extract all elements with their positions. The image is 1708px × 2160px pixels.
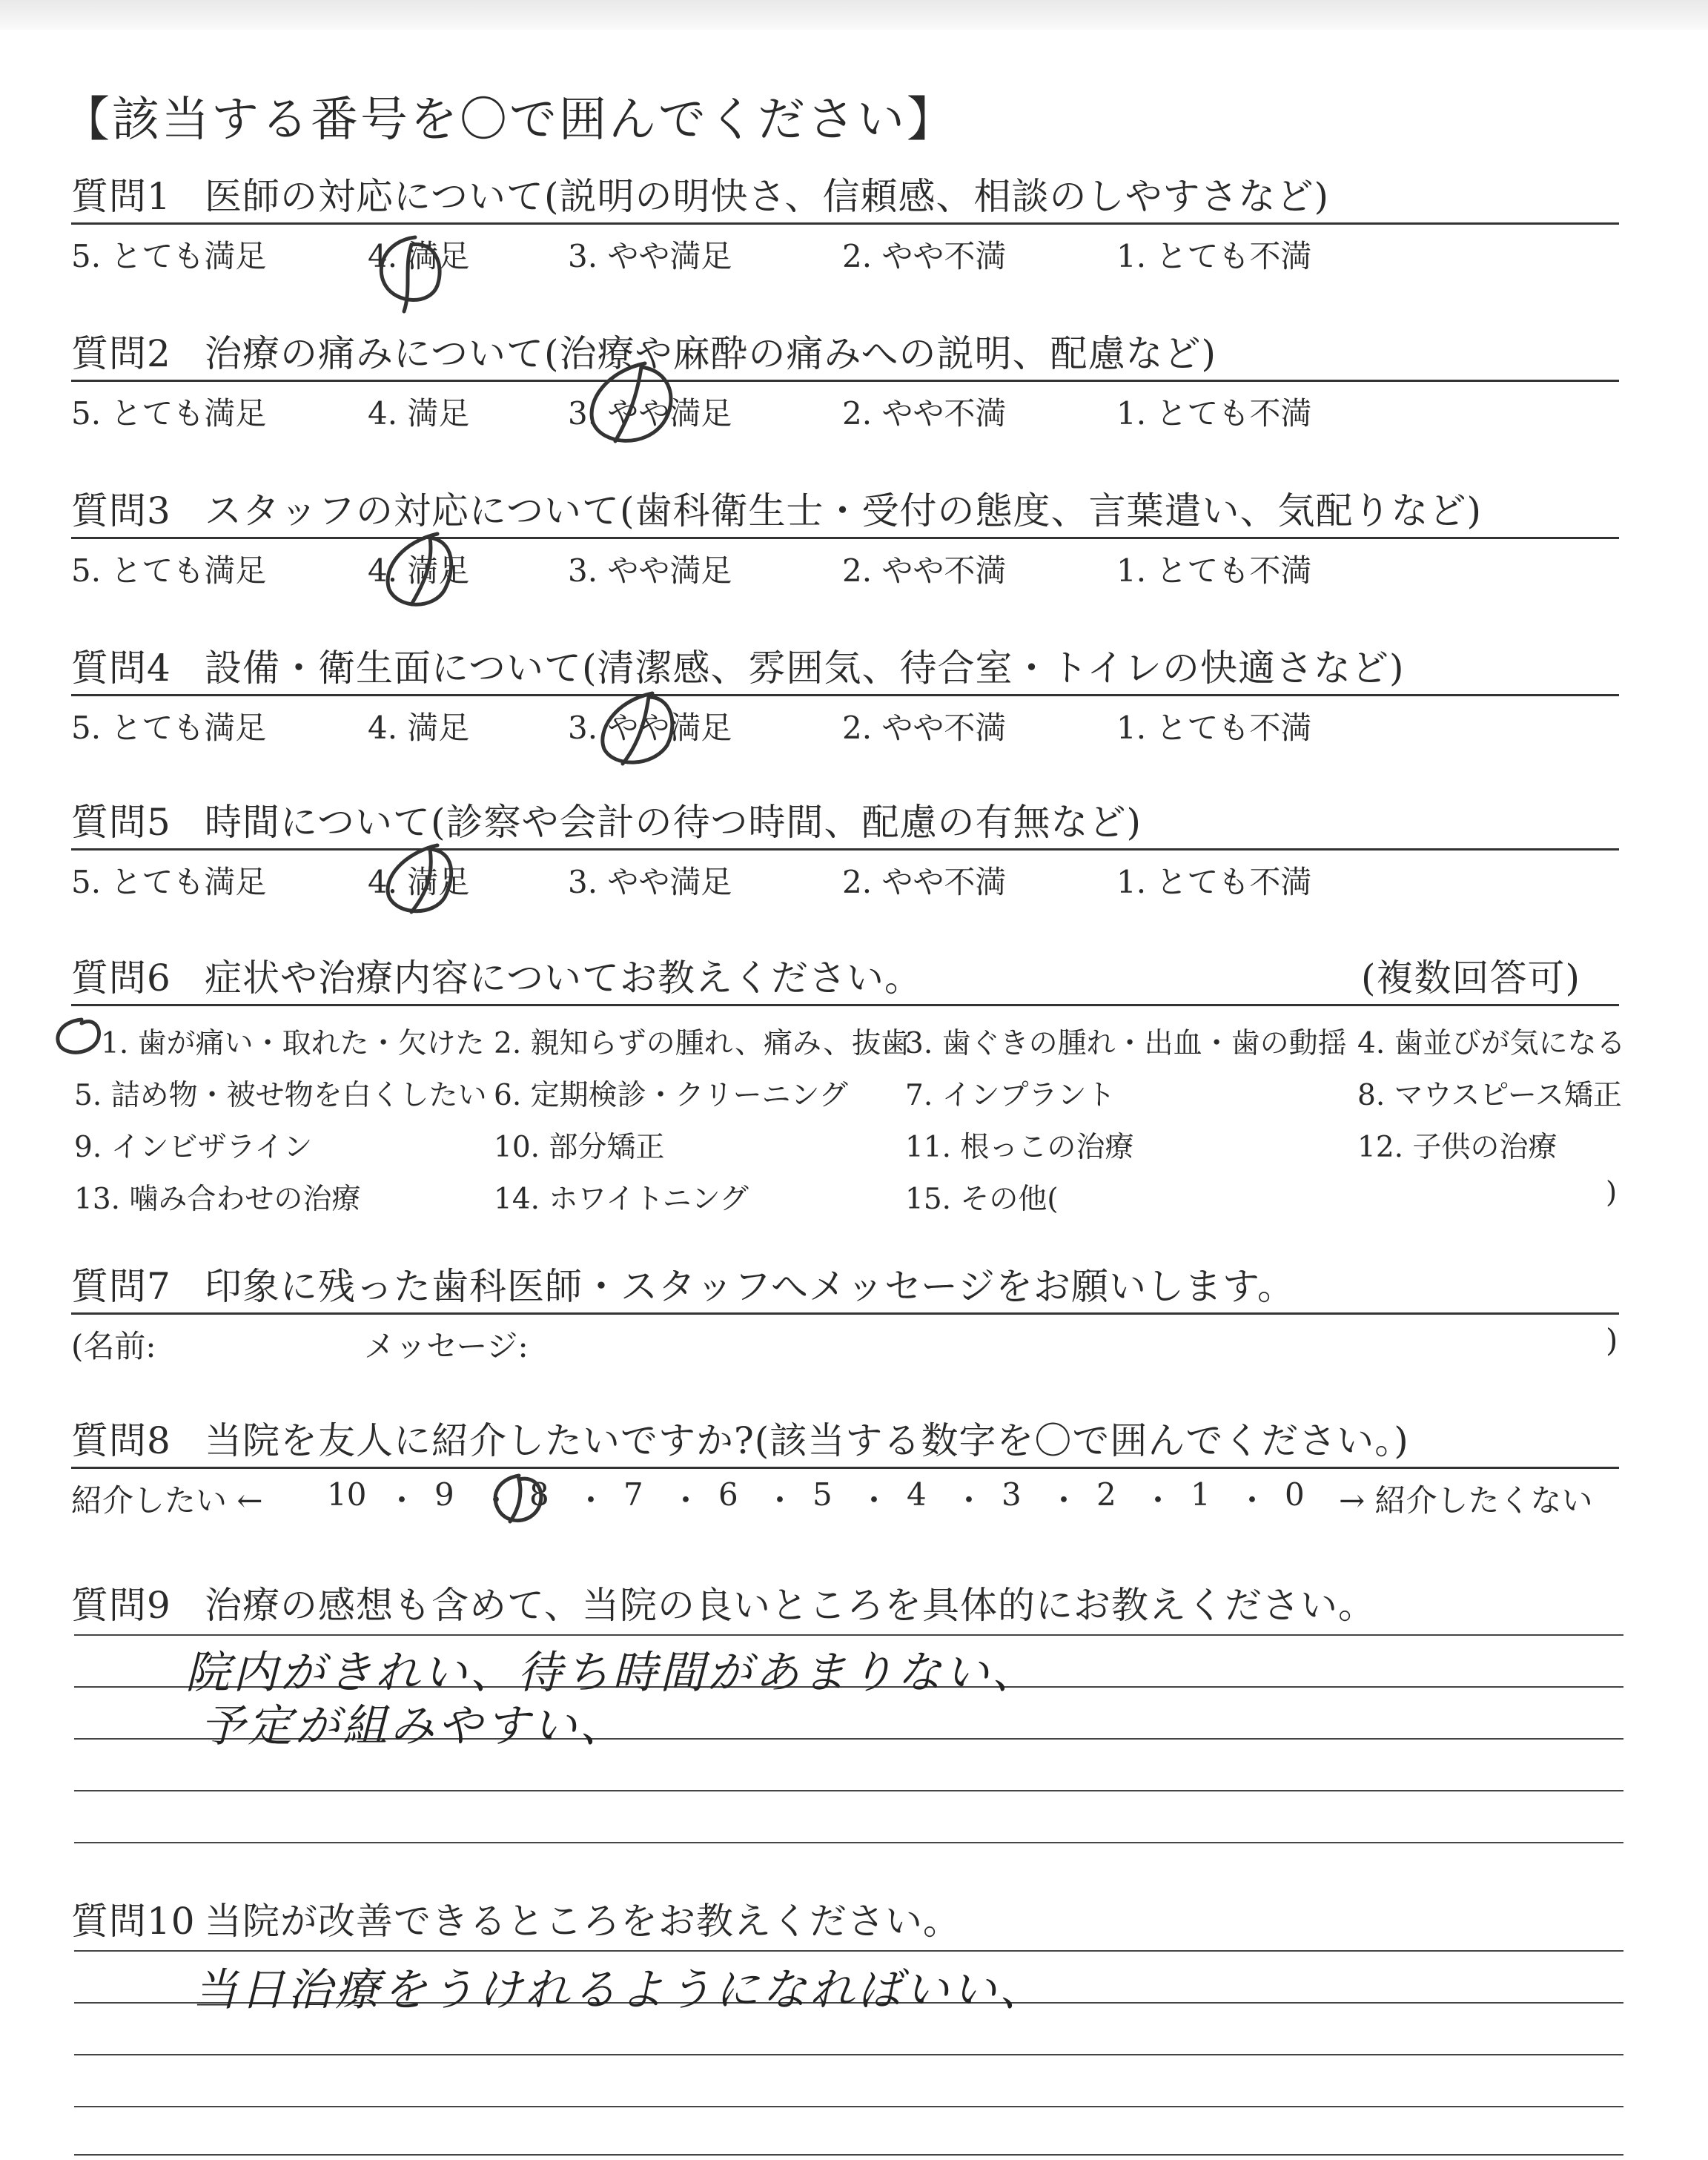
option-2[interactable]: 2. やや不満 [842,552,1007,589]
scale-3[interactable]: 3 [1002,1476,1022,1513]
question-7 [71,1261,1628,1364]
answer-line [74,1790,1623,1791]
scale-0[interactable]: 0 [1285,1476,1305,1513]
symptom-3[interactable]: 3. 歯ぐきの腫れ・出血・歯の動揺 [905,1027,1347,1060]
separator-dot: ・ [480,1482,512,1519]
option-2[interactable]: 2. やや不満 [842,238,1007,274]
question-number: 質問6 [71,957,171,1000]
scale-8[interactable]: 8 [529,1476,549,1513]
scale-10[interactable]: 10 [327,1476,367,1513]
scale-1[interactable]: 1 [1191,1476,1211,1513]
scale-7[interactable]: 7 [623,1476,643,1513]
option-3[interactable]: 3. やや満足 [568,552,732,589]
question-2 [71,328,1628,431]
symptom-11[interactable]: 11. 根っこの治療 [905,1131,1134,1164]
recommend-scale [71,1469,1628,1518]
scale-left-label: 紹介したい ← [71,1482,263,1519]
question-9 [71,1579,1628,1631]
question-text: 当院を友人に紹介したいですか?(該当する数字を〇で囲んでください。) [205,1419,1409,1462]
option-1[interactable]: 1. とても不満 [1116,238,1312,274]
separator-dot: ・ [670,1482,702,1519]
scale-6[interactable]: 6 [718,1476,738,1513]
message-fields [71,1315,1628,1364]
option-4[interactable]: 4. 満足 [368,864,470,900]
symptom-4[interactable]: 4. 歯並びが気になる [1357,1027,1626,1060]
symptom-options [71,1020,1628,1243]
question-number: 質問7 [71,1265,171,1308]
symptom-9[interactable]: 9. インビザライン [74,1131,313,1164]
question-4 [71,642,1628,745]
symptom-15[interactable]: 15. その他( [905,1183,1059,1216]
option-1[interactable]: 1. とても不満 [1116,864,1312,900]
option-4[interactable]: 4. 満足 [368,238,470,274]
question-8 [71,1415,1628,1518]
symptom-13[interactable]: 13. 噛み合わせの治療 [74,1183,361,1216]
answer-line [74,1950,1623,1952]
question-number: 質問4 [71,647,171,690]
symptom-12[interactable]: 12. 子供の治療 [1357,1131,1558,1164]
option-5[interactable]: 5. とても満足 [71,552,267,589]
message-label: メッセージ: [364,1328,529,1364]
answer-line [74,2154,1623,2156]
option-3[interactable]: 3. やや満足 [568,864,732,900]
rating-options [71,539,1628,588]
answer-line [74,2106,1623,2107]
question-text: 治療の痛みについて(治療や麻酔の痛みへの説明、配慮など) [205,332,1217,375]
question-text: 印象に残った歯科医師・スタッフへメッセージをお願いします。 [205,1265,1295,1308]
scale-4[interactable]: 4 [907,1476,927,1513]
separator-dot: ・ [1142,1482,1174,1519]
rating-options [71,851,1628,899]
question-6 [71,952,1628,1006]
scale-9[interactable]: 9 [434,1476,454,1513]
option-1[interactable]: 1. とても不満 [1116,395,1312,432]
divider [71,1004,1619,1006]
question-text: 症状や治療内容についてお教えください。 [205,957,922,1000]
question-number: 質問1 [71,175,171,218]
rating-options [71,696,1628,745]
symptom-8[interactable]: 8. マウスピース矯正 [1357,1079,1622,1112]
question-5 [71,796,1628,899]
option-2[interactable]: 2. やや不満 [842,395,1007,432]
separator-dot: ・ [953,1482,985,1519]
handwritten-answer-q10: 当日治療をうけれるようになればいい、 [193,1964,1047,2016]
multiple-answers-note: (複数回答可) [1361,957,1581,1000]
answer-line [74,1842,1623,1843]
question-1 [71,171,1628,274]
question-number: 質問9 [71,1584,171,1627]
handwritten-answer-line-1: 院内がきれい、待ち時間があまりない、 [185,1647,1039,1699]
handwritten-answer-line-2: 予定が組みやすい、 [200,1700,627,1752]
option-5[interactable]: 5. とても満足 [71,238,267,274]
question-number: 質問3 [71,489,171,532]
symptom-10[interactable]: 10. 部分矯正 [494,1131,665,1164]
separator-dot: ・ [575,1482,607,1519]
rating-options [71,225,1628,274]
separator-dot: ・ [386,1482,418,1519]
symptom-5[interactable]: 5. 詰め物・被せ物を白くしたい [74,1079,487,1112]
option-3[interactable]: 3. やや満足 [568,710,732,746]
scan-edge [0,0,1708,30]
symptom-7[interactable]: 7. インプラント [905,1079,1116,1112]
symptom-14[interactable]: 14. ホワイトニング [494,1183,749,1216]
separator-dot: ・ [858,1482,890,1519]
separator-dot: ・ [1237,1482,1268,1519]
option-4[interactable]: 4. 満足 [368,395,470,432]
option-1[interactable]: 1. とても不満 [1116,710,1312,746]
other-close-paren: ) [1606,1176,1618,1209]
option-4[interactable]: 4. 満足 [368,710,470,746]
symptom-1[interactable]: 1. 歯が痛い・取れた・欠けた [101,1027,485,1060]
option-4[interactable]: 4. 満足 [368,552,470,589]
rating-options [71,382,1628,431]
question-number: 質問8 [71,1419,171,1462]
option-3[interactable]: 3. やや満足 [568,238,732,274]
separator-dot: ・ [1048,1482,1080,1519]
question-text: 時間について(診察や会計の待つ時間、配慮の有無など) [205,801,1142,844]
scale-5[interactable]: 5 [812,1476,833,1513]
question-number: 質問5 [71,801,171,844]
question-text: 設備・衛生面について(清潔感、雰囲気、待合室・トイレの快適さなど) [205,647,1405,690]
page-title: 【該当する番号を〇で囲んでください】 [62,93,956,148]
answer-line [74,1634,1623,1636]
name-label: (名前: [71,1328,156,1364]
scale-right-label: → 紹介したくない [1339,1482,1593,1519]
question-text: スタッフの対応について(歯科衛生士・受付の態度、言葉遣い、気配りなど) [205,489,1483,532]
question-3 [71,485,1628,588]
question-10 [71,1895,1628,1947]
option-3[interactable]: 3. やや満足 [568,395,732,432]
option-5[interactable]: 5. とても満足 [71,710,267,746]
question-text: 当院が改善できるところをお教えください。 [205,1900,961,1943]
option-1[interactable]: 1. とても不満 [1116,552,1312,589]
close-paren: ) [1606,1322,1618,1358]
symptom-6[interactable]: 6. 定期検診・クリーニング [494,1079,848,1112]
scale-2[interactable]: 2 [1096,1476,1116,1513]
question-number: 質問10 [71,1900,196,1943]
option-5[interactable]: 5. とても満足 [71,864,267,900]
question-text: 医師の対応について(説明の明快さ、信頼感、相談のしやすさなど) [205,175,1330,218]
symptom-2[interactable]: 2. 親知らずの腫れ、痛み、抜歯 [494,1027,910,1060]
answer-line [74,2054,1623,2055]
separator-dot: ・ [764,1482,796,1519]
option-2[interactable]: 2. やや不満 [842,710,1007,746]
option-5[interactable]: 5. とても満足 [71,395,267,432]
option-2[interactable]: 2. やや不満 [842,864,1007,900]
question-number: 質問2 [71,332,171,375]
question-text: 治療の感想も含めて、当院の良いところを具体的にお教えください。 [205,1584,1376,1627]
